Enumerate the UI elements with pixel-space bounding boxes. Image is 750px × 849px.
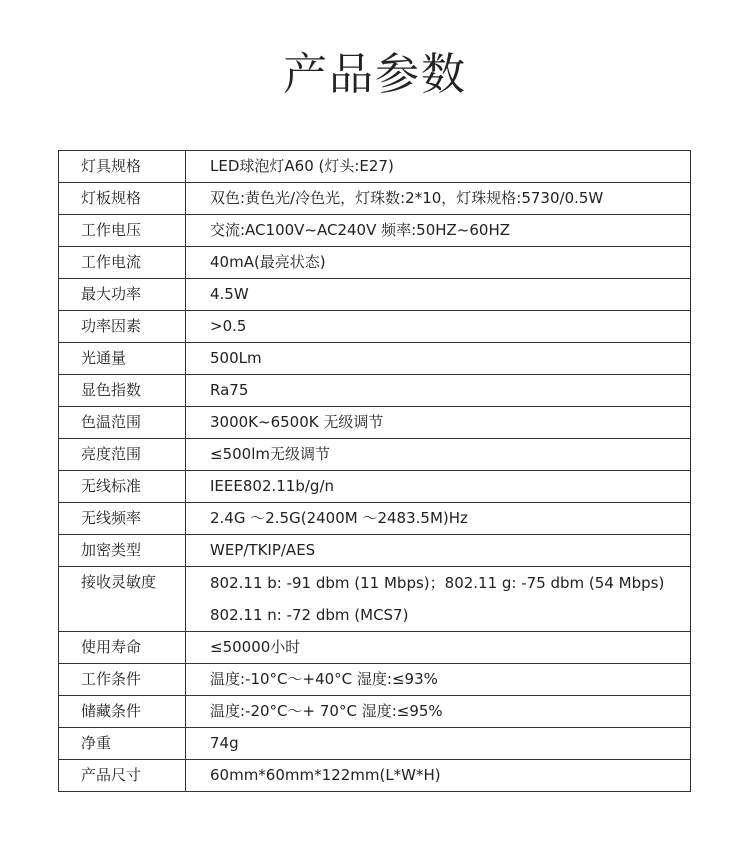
row-label: 储藏条件 <box>59 696 186 728</box>
row-value: 双色:黄色光/冷色光，灯珠数:2*10，灯珠规格:5730/0.5W <box>186 183 691 215</box>
row-value: 60mm*60mm*122mm(L*W*H) <box>186 760 691 792</box>
row-value: LED球泡灯A60 (灯头:E27) <box>186 151 691 183</box>
row-value-line: 802.11 n: -72 dbm (MCS7) <box>210 606 409 624</box>
row-label: 使用寿命 <box>59 632 186 664</box>
table-row <box>59 535 691 567</box>
row-label: 产品尺寸 <box>59 760 186 792</box>
table-row <box>59 343 691 375</box>
row-label: 显色指数 <box>59 375 186 407</box>
row-label: 净重 <box>59 728 186 760</box>
row-label: 无线标准 <box>59 471 186 503</box>
row-label: 功率因素 <box>59 311 186 343</box>
table-row <box>59 567 691 632</box>
table-row <box>59 407 691 439</box>
row-value: 40mA(最亮状态) <box>186 247 691 279</box>
row-value: ≤50000小时 <box>186 632 691 664</box>
table-row <box>59 503 691 535</box>
table-row <box>59 151 691 183</box>
table-row <box>59 247 691 279</box>
row-label: 灯具规格 <box>59 151 186 183</box>
row-value: 2.4G ～2.5G(2400M ～2483.5M)Hz <box>186 503 691 535</box>
row-value: 温度:-20°C～+ 70°C 湿度:≤95% <box>186 696 691 728</box>
table-row <box>59 311 691 343</box>
row-value: 3000K~6500K 无级调节 <box>186 407 691 439</box>
table-row <box>59 471 691 503</box>
row-label: 最大功率 <box>59 279 186 311</box>
table-row <box>59 279 691 311</box>
table-row <box>59 728 691 760</box>
table-row <box>59 375 691 407</box>
row-value-multiline <box>186 567 691 632</box>
row-label: 灯板规格 <box>59 183 186 215</box>
row-value: 74g <box>186 728 691 760</box>
row-value: 交流:AC100V~AC240V 频率:50HZ~60HZ <box>186 215 691 247</box>
row-value: 4.5W <box>186 279 691 311</box>
row-value: 温度:-10°C～+40°C 湿度:≤93% <box>186 664 691 696</box>
table-row <box>59 696 691 728</box>
row-label: 工作条件 <box>59 664 186 696</box>
row-label: 加密类型 <box>59 535 186 567</box>
row-label: 色温范围 <box>59 407 186 439</box>
row-value-line: 802.11 b: -91 dbm (11 Mbps)；802.11 g: -75 dbm (54 Mbps) <box>210 574 665 592</box>
table-row <box>59 632 691 664</box>
row-value: 500Lm <box>186 343 691 375</box>
table-row <box>59 439 691 471</box>
row-value: IEEE802.11b/g/n <box>186 471 691 503</box>
table-row <box>59 760 691 792</box>
row-label: 工作电流 <box>59 247 186 279</box>
row-value: WEP/TKIP/AES <box>186 535 691 567</box>
row-label: 无线频率 <box>59 503 186 535</box>
table-row <box>59 215 691 247</box>
row-value: Ra75 <box>186 375 691 407</box>
row-value: ≤500lm无级调节 <box>186 439 691 471</box>
row-value: >0.5 <box>186 311 691 343</box>
row-label: 光通量 <box>59 343 186 375</box>
page-title: 产品参数 <box>283 49 467 100</box>
row-label: 接收灵敏度 <box>59 567 186 632</box>
table-row <box>59 664 691 696</box>
row-label: 亮度范围 <box>59 439 186 471</box>
row-label: 工作电压 <box>59 215 186 247</box>
spec-table <box>58 150 691 792</box>
table-row <box>59 183 691 215</box>
